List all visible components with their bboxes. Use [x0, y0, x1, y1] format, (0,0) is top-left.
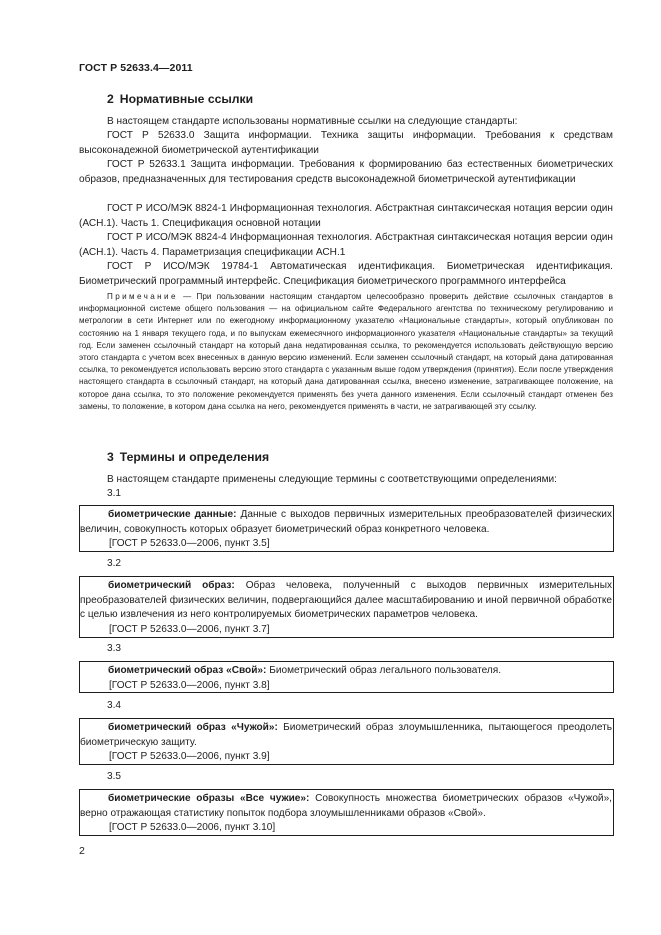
- term-name: биометрический образ «Свой»:: [108, 665, 267, 676]
- section-2-note: [79, 291, 613, 413]
- normative-ref: ГОСТ Р 52633.1 Защита информации. Требования к формированию баз естественных биометрических образов, предназначенных для тестирования средств высоконадежной биометрической аутентификации: [79, 159, 613, 185]
- term-source-ref: [ГОСТ Р 52633.0—2006, пункт 3.5]: [109, 538, 270, 550]
- term-number: 3.1: [107, 488, 122, 499]
- term-name: биометрический образ «Чужой»:: [108, 722, 278, 733]
- term-definition-box: [79, 505, 614, 552]
- normative-ref: ГОСТ Р 52633.0 Защита информации. Техника защиты информации. Требования к средствам высоконадежной биометрической аутентификации: [79, 130, 613, 156]
- term-definition-box: [79, 718, 614, 765]
- section-2-title: Нормативные ссылки: [119, 92, 254, 106]
- term-body: [80, 662, 613, 679]
- term-body: [80, 506, 613, 537]
- term-definition-box: [79, 789, 614, 836]
- note-label: Примечание: [107, 292, 178, 301]
- term-source-ref: [ГОСТ Р 52633.0—2006, пункт 3.8]: [109, 679, 270, 691]
- term-number: 3.2: [107, 558, 122, 569]
- term-definition-box: [79, 576, 614, 638]
- section-2-intro: В настоящем стандарте использованы нормативные ссылки на следующие стандарты:: [107, 116, 518, 127]
- term-number: 3.3: [107, 643, 122, 654]
- term-source-ref: [ГОСТ Р 52633.0—2006, пункт 3.9]: [109, 751, 270, 763]
- section-2-heading: [107, 92, 253, 106]
- term-source-ref: [ГОСТ Р 52633.0—2006, пункт 3.10]: [109, 822, 276, 834]
- term-number: 3.5: [107, 771, 122, 782]
- section-3-number: 3: [107, 450, 114, 464]
- note-text: — При пользовании настоящим стандартом целесообразно проверить действие ссылочных стандартов в информационной системе общего пользования — на официальном сайте Федерального агентства по техническому регулированию и метрологии в сети Интернет или по ежегодному информационному указателю «Национальные стандарты», который опубликован по состоянию на 1 января текущего года, и по выпускам ежемесячного информационного указателя «Национальные стандарты» за текущий год. Если заменен ссылочный стандарт на который дана недатированная ссылка, то рекомендуется использовать действующую версию этого стандарта с учетом всех внесенных в данную версию изменений. Если заменен ссылочный стандарт, на который дана датированная ссылка, то рекомендуется использовать версию этого стандарта с указанным выше годом утверждения (принятия). Если после утверждения настоящего стандарта в ссылочный стандарт, на который дана датированная ссылка, внесено изменение, затрагивающее положение, на которое дана ссылка, то это положение рекомендуется применять без учета данного изменения. Если ссылочный стандарт отменен без замены, то положение, в котором дана ссылка на него, рекомендуется применять в части, не затрагивающей эту ссылку.: [79, 292, 613, 411]
- normative-ref: ГОСТ Р ИСО/МЭК 8824-1 Информационная технология. Абстрактная синтаксическая нотация версии один (АСН.1). Часть 1. Спецификация основной нотации: [79, 203, 613, 229]
- term-body: [80, 790, 613, 821]
- standard-header: ГОСТ Р 52633.4—2011: [79, 62, 193, 74]
- term-source-ref: [ГОСТ Р 52633.0—2006, пункт 3.7]: [109, 623, 270, 635]
- section-3-heading: [107, 450, 269, 464]
- term-definition-box: [79, 661, 614, 693]
- term-body: [80, 577, 613, 623]
- term-name: биометрический образ:: [108, 580, 235, 591]
- term-definition: Биометрический образ злоумышленника, пытающегося преодолеть биометрическую защиту.: [80, 722, 612, 748]
- term-name: биометрические данные:: [108, 509, 237, 520]
- term-definition: Биометрический образ легального пользователя.: [266, 665, 502, 676]
- term-number: 3.4: [107, 700, 122, 711]
- term-definition: Совокупность множества биометрических образов «Чужой», верно отражающая статистику попыток подбора злоумышленниками образов «Свой».: [80, 793, 612, 819]
- term-definition: Образ человека, полученный с выходов первичных измерительных преобразователей физических величин, подвергающийся далее масштабированию и иной первичной обработке с целью извлечения из него контролируемых биометрических параметров человека.: [80, 580, 612, 621]
- term-definition: Данные с выходов первичных измерительных преобразователей физических величин, совокупность которых образует биометрический образ конкретного человека.: [80, 509, 612, 535]
- page-number: 2: [79, 845, 85, 857]
- term-name: биометрические образы «Все чужие»:: [108, 793, 310, 804]
- section-3-title: Термины и определения: [119, 450, 270, 464]
- term-body: [80, 719, 613, 750]
- normative-ref: ГОСТ Р ИСО/МЭК 19784-1 Автоматическая идентификация. Биометрическая идентификация. Биометрический программный интерфейс. Спецификация биометрического программного интерфейса: [79, 261, 613, 287]
- section-2-number: 2: [107, 92, 114, 106]
- normative-ref: ГОСТ Р ИСО/МЭК 8824-4 Информационная технология. Абстрактная синтаксическая нотация версии один (АСН.1). Часть 4. Параметризация спецификации АСН.1: [79, 232, 613, 258]
- section-3-intro: В настоящем стандарте применены следующие термины с соответствующими определениями:: [107, 474, 557, 485]
